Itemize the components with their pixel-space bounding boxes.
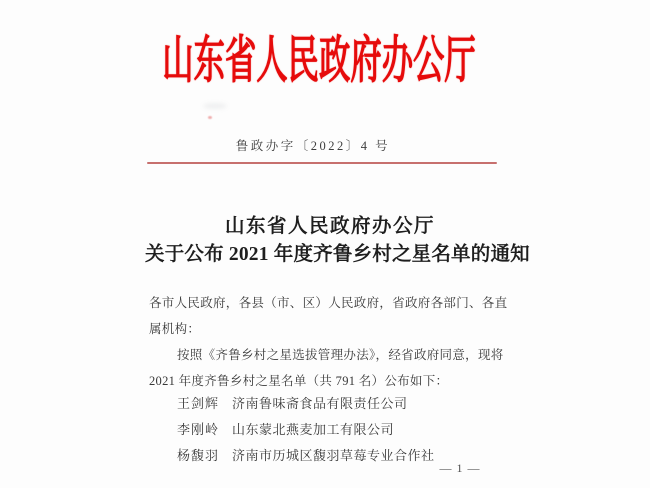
page-number: — 1 — [439, 461, 481, 475]
list-item-company: 济南市历城区馥羽草莓专业合作社 [232, 448, 435, 463]
list-item-name: 杨馥羽 [177, 448, 220, 463]
salutation-line2: 属机构： [149, 322, 201, 336]
document-number: 鲁政办字〔2022〕4 号 [235, 139, 391, 153]
list-item-company: 济南鲁味斋食品有限责任公司 [232, 396, 408, 411]
red-divider-rule [147, 162, 497, 164]
scan-artifact-dot [208, 116, 212, 119]
document-title-line1: 山东省人民政府办公厅 [224, 216, 435, 237]
list-item [177, 395, 408, 412]
scan-smudge [203, 103, 227, 109]
paragraph-line2: 2021 年度齐鲁乡村之星名单（共 791 名）公布如下： [149, 374, 449, 388]
list-item [177, 447, 435, 464]
document-title-line2: 关于公布 2021 年度齐鲁乡村之星名单的通知 [145, 244, 530, 265]
list-item-name: 李刚岭 [177, 422, 220, 437]
list-item [177, 421, 394, 438]
list-item-name: 王剑辉 [177, 396, 220, 411]
salutation-line1: 各市人民政府，各县（市、区）人民政府，省政府各部门、各直 [149, 296, 508, 310]
list-item-company: 山东蒙北燕麦加工有限公司 [232, 422, 395, 437]
paragraph-line1: 按照《齐鲁乡村之星选拔管理办法》，经省政府同意，现将 [177, 348, 504, 362]
letterhead-org-title: 山东省人民政府办公厅 [162, 34, 476, 90]
letterhead [0, 34, 644, 90]
